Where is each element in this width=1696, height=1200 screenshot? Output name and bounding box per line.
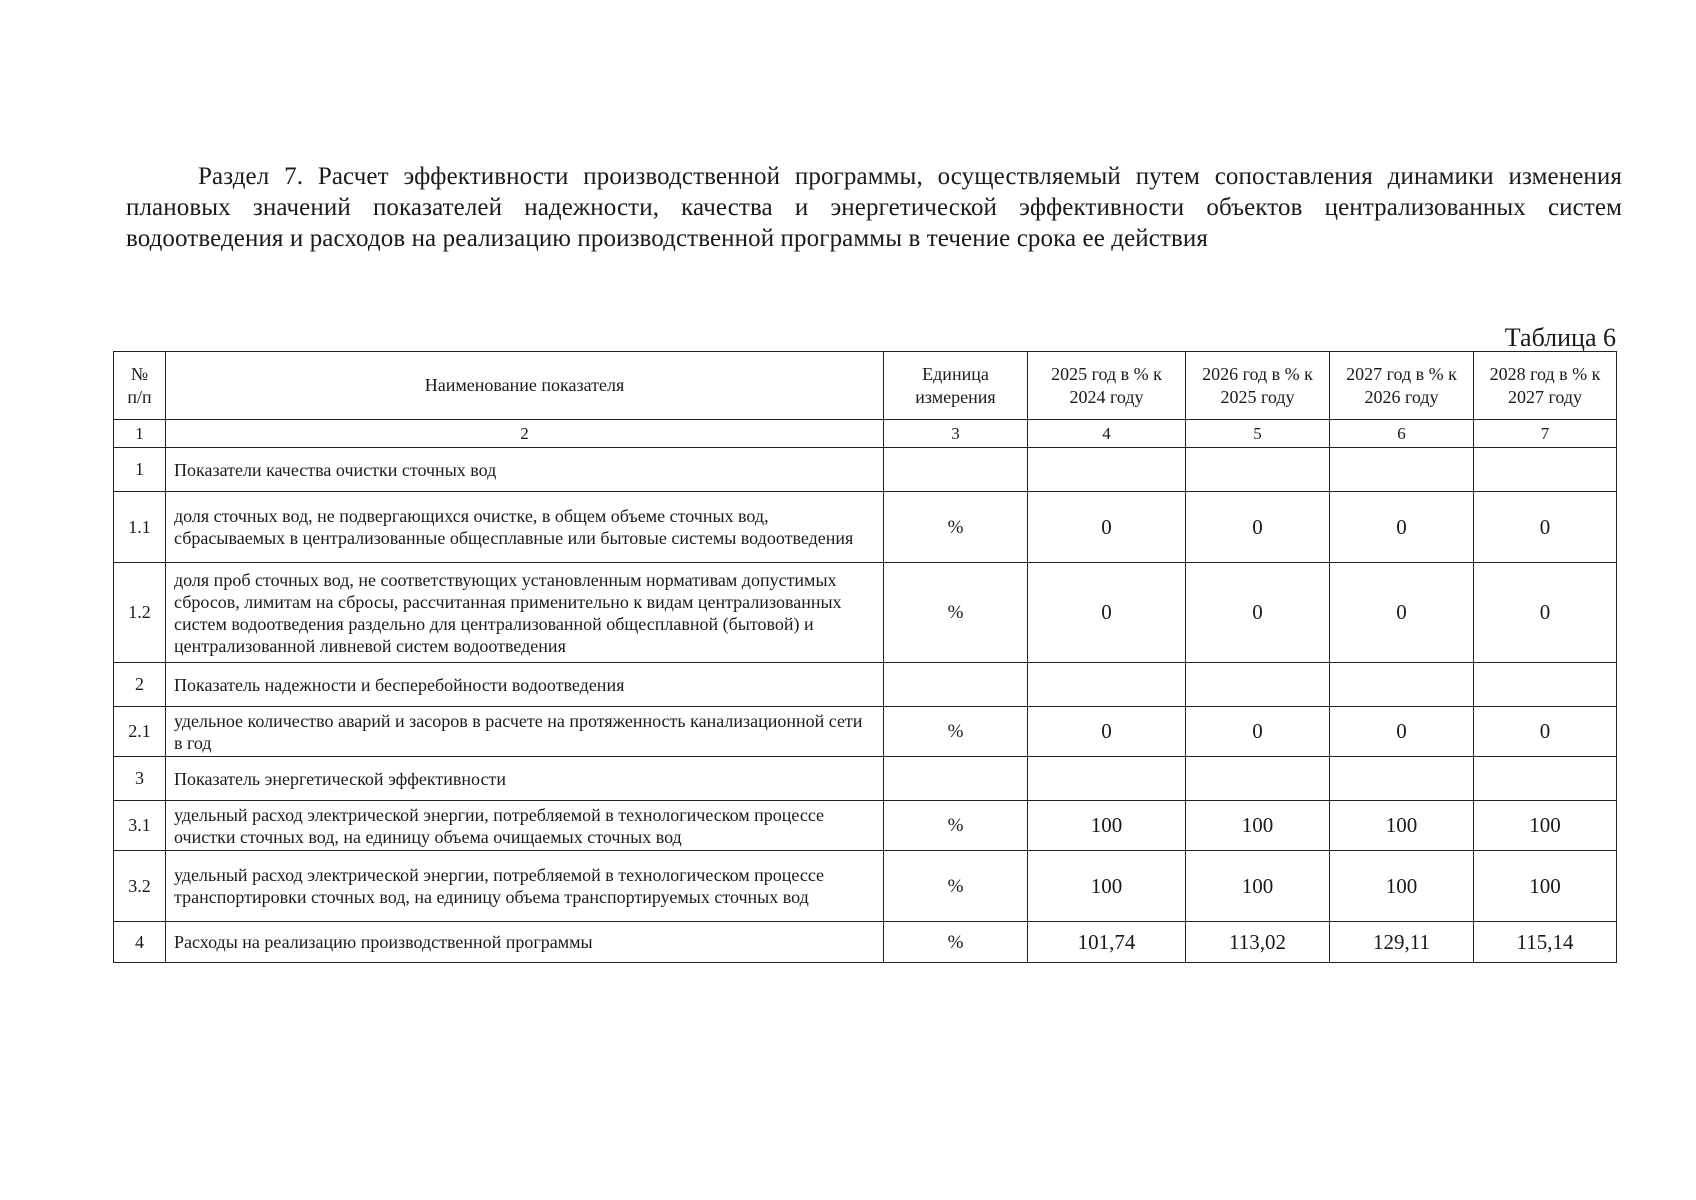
row-value-2027: 0 xyxy=(1330,563,1474,663)
row-value-2026 xyxy=(1186,448,1330,492)
indicators-table xyxy=(113,351,1617,963)
table-row-section xyxy=(114,448,1617,492)
row-unit: % xyxy=(884,801,1028,851)
row-num: 2.1 xyxy=(114,707,166,757)
row-unit: % xyxy=(884,563,1028,663)
row-value-2028: 115,14 xyxy=(1474,922,1617,963)
row-value-2025 xyxy=(1028,663,1186,707)
row-value-2027: 0 xyxy=(1330,492,1474,563)
table-row-section xyxy=(114,663,1617,707)
row-value-2027 xyxy=(1330,663,1474,707)
column-number: 3 xyxy=(884,420,1028,448)
col-header-2027: 2027 год в % к 2026 году xyxy=(1330,352,1474,420)
col-header-2026: 2026 год в % к 2025 году xyxy=(1186,352,1330,420)
row-num: 4 xyxy=(114,922,166,963)
row-value-2028 xyxy=(1474,757,1617,801)
col-header-2025: 2025 год в % к 2024 году xyxy=(1028,352,1186,420)
row-value-2025 xyxy=(1028,757,1186,801)
column-numbers-row xyxy=(114,420,1617,448)
row-value-2028: 0 xyxy=(1474,707,1617,757)
column-number: 1 xyxy=(114,420,166,448)
row-unit xyxy=(884,757,1028,801)
col-header-2028: 2028 год в % к 2027 году xyxy=(1474,352,1617,420)
row-unit xyxy=(884,448,1028,492)
table-row xyxy=(114,707,1617,757)
row-num: 3 xyxy=(114,757,166,801)
row-unit: % xyxy=(884,707,1028,757)
row-value-2026: 113,02 xyxy=(1186,922,1330,963)
row-name: удельное количество аварий и засоров в расчете на протяженность канализационной сети в год xyxy=(166,707,884,757)
table-caption: Таблица 6 xyxy=(1504,323,1616,352)
row-value-2028: 0 xyxy=(1474,563,1617,663)
column-number: 7 xyxy=(1474,420,1617,448)
row-value-2026: 0 xyxy=(1186,492,1330,563)
row-num: 1.1 xyxy=(114,492,166,563)
column-number: 2 xyxy=(166,420,884,448)
row-value-2025: 0 xyxy=(1028,707,1186,757)
row-unit: % xyxy=(884,851,1028,922)
row-value-2025: 100 xyxy=(1028,801,1186,851)
row-value-2028: 100 xyxy=(1474,851,1617,922)
row-num: 2 xyxy=(114,663,166,707)
row-value-2027: 129,11 xyxy=(1330,922,1474,963)
col-header-unit: Единица измерения xyxy=(884,352,1028,420)
row-name: удельный расход электрической энергии, потребляемой в технологическом процессе транспортировки сточных вод, на единицу объема транспортируемых сточных вод xyxy=(166,851,884,922)
row-value-2026 xyxy=(1186,757,1330,801)
row-num: 1.2 xyxy=(114,563,166,663)
row-value-2026: 0 xyxy=(1186,707,1330,757)
row-value-2027: 100 xyxy=(1330,851,1474,922)
row-value-2027 xyxy=(1330,757,1474,801)
row-value-2027: 0 xyxy=(1330,707,1474,757)
column-number: 5 xyxy=(1186,420,1330,448)
row-value-2025: 0 xyxy=(1028,492,1186,563)
row-unit: % xyxy=(884,922,1028,963)
col-header-num: № п/п xyxy=(114,352,166,420)
row-value-2026: 100 xyxy=(1186,801,1330,851)
row-num: 3.1 xyxy=(114,801,166,851)
row-value-2027 xyxy=(1330,448,1474,492)
row-unit: % xyxy=(884,492,1028,563)
table-row-section xyxy=(114,757,1617,801)
row-name: Расходы на реализацию производственной программы xyxy=(166,922,884,963)
row-num: 1 xyxy=(114,448,166,492)
row-value-2025: 0 xyxy=(1028,563,1186,663)
table-row xyxy=(114,492,1617,563)
table-row xyxy=(114,801,1617,851)
row-value-2028 xyxy=(1474,448,1617,492)
column-number: 6 xyxy=(1330,420,1474,448)
row-name: доля сточных вод, не подвергающихся очистке, в общем объеме сточных вод, сбрасываемых в централизованные общесплавные или бытовые системы водоотведения xyxy=(166,492,884,563)
col-header-name: Наименование показателя xyxy=(166,352,884,420)
table-row-section xyxy=(114,922,1617,963)
row-name: удельный расход электрической энергии, потребляемой в технологическом процессе очистки сточных вод, на единицу объема очищаемых сточных вод xyxy=(166,801,884,851)
row-value-2028: 100 xyxy=(1474,801,1617,851)
row-unit xyxy=(884,663,1028,707)
row-value-2028 xyxy=(1474,663,1617,707)
row-value-2026 xyxy=(1186,663,1330,707)
table-row xyxy=(114,563,1617,663)
row-name: Показатель энергетической эффективности xyxy=(166,757,884,801)
row-num: 3.2 xyxy=(114,851,166,922)
row-value-2028: 0 xyxy=(1474,492,1617,563)
column-number: 4 xyxy=(1028,420,1186,448)
row-value-2026: 100 xyxy=(1186,851,1330,922)
row-value-2027: 100 xyxy=(1330,801,1474,851)
row-name: доля проб сточных вод, не соответствующих установленным нормативам допустимых сбросов, лимитам на сбросы, рассчитанная применительно к видам централизованных систем водоотведения раздельно для централизованной общесплавной (бытовой) и централизованной ливневой систем водоотведения xyxy=(166,563,884,663)
row-value-2025 xyxy=(1028,448,1186,492)
row-value-2025: 101,74 xyxy=(1028,922,1186,963)
row-value-2026: 0 xyxy=(1186,563,1330,663)
header-row xyxy=(114,352,1617,420)
table-row xyxy=(114,851,1617,922)
section-heading: Раздел 7. Расчет эффективности производственной программы, осуществляемый путем сопоставления динамики изменения плановых значений показателей надежности, качества и энергетической эффективности объектов централизованных систем водоотведения и расходов на реализацию производственной программы в течение срока ее действия xyxy=(126,163,1622,252)
row-value-2025: 100 xyxy=(1028,851,1186,922)
row-name: Показатель надежности и бесперебойности водоотведения xyxy=(166,663,884,707)
row-name: Показатели качества очистки сточных вод xyxy=(166,448,884,492)
